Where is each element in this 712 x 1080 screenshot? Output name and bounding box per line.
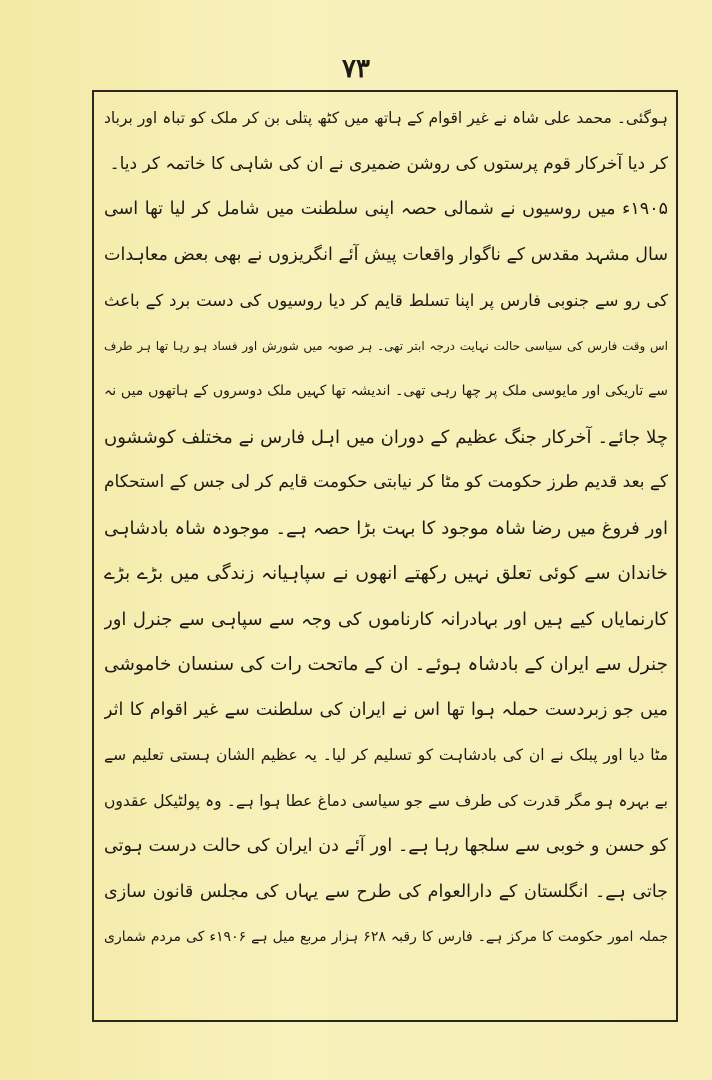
text-line: جاتی ہے۔ انگلستان کے دارالعوام کی طرح سے یہاں کی مجلس قانون سازی [104, 881, 668, 902]
text-line: کر دیا آخرکار قوم پرستوں کی روشن ضمیری نے ان کی شاہی کا خاتمہ کر دیا۔ [109, 153, 668, 174]
text-line: سال مشہد مقدس کے ناگوار واقعات پیش آئے انگریزوں نے بھی بعض معاہدات [104, 244, 668, 265]
text-line: ہوگئی۔ محمد علی شاہ نے غیر اقوام کے ہاتھ میں کٹھ پتلی بن کر ملک کو تباہ اور برباد [104, 109, 668, 127]
text-line: چلا جائے۔ آخرکار جنگ عظیم کے دوران میں اہل فارس نے مختلف کوششوں [104, 426, 668, 448]
text-line: کارنمایاں کیے ہیں اور بہادرانہ کارناموں کی وجہ سے سپاہی سے جنرل اور [104, 608, 668, 630]
page-number: ۷۳ [342, 54, 370, 84]
text-line: جملہ امور حکومت کا مرکز ہے۔ فارس کا رقبہ ۶۲۸ ہزار مربع میل ہے ۱۹۰۶ء کی مردم شماری [104, 929, 668, 945]
text-body [104, 96, 668, 1016]
text-line: اور فروغ میں رضا شاہ موجود کا بہت بڑا حصہ ہے۔ موجودہ شاہ بادشاہی [104, 517, 668, 539]
text-line: خاندان سے کوئی تعلق نہیں رکھتے انھوں نے سپاہیانہ زندگی میں بڑے بڑے [104, 563, 668, 584]
text-line: میں جو زبردست حملہ ہوا تھا اس نے ایران کی سلطنت سے غیر اقوام کا اثر [104, 699, 668, 720]
text-line: کے بعد قدیم طرز حکومت کو مٹا کر نیابتی حکومت قایم کر لی جس کے استحکام [104, 472, 668, 492]
text-line: کی رو سے جنوبی فارس پر اپنا تسلط قایم کر دیا روسیوں کی دست برد کے باعث [104, 291, 668, 310]
text-line: مٹا دیا اور پبلک نے ان کی بادشاہت کو تسلیم کر لیا۔ یہ عظیم الشان ہستی تعلیم سے [104, 746, 668, 764]
text-line: سے تاریکی اور مایوسی ملک پر چھا رہی تھی۔ اندیشہ تھا کہیں ملک دوسروں کے ہاتھوں میں نہ [104, 383, 668, 399]
text-line: کو حسن و خوبی سے سلجھا رہا ہے۔ اور آئے دن ایران کی حالت درست ہوتی [104, 836, 668, 856]
text-line: بے بہرہ ہو مگر قدرت کی طرف سے جو سیاسی دماغ عطا ہوا ہے۔ وہ پولٹیکل عقدوں [104, 791, 668, 810]
text-line: جنرل سے ایران کے بادشاہ ہوئے۔ ان کے ماتحت رات کی سنسان خاموشی [104, 654, 668, 675]
text-line: ۱۹۰۵ء میں روسیوں نے شمالی حصہ اپنی سلطنت میں شامل کر لیا تھا اسی [104, 199, 668, 219]
text-line: اس وقت فارس کی سیاسی حالت نہایت درجہ ابتر تھی۔ ہر صوبہ میں شورش اور فساد ہو رہا تھا ہر طرف [104, 338, 668, 353]
